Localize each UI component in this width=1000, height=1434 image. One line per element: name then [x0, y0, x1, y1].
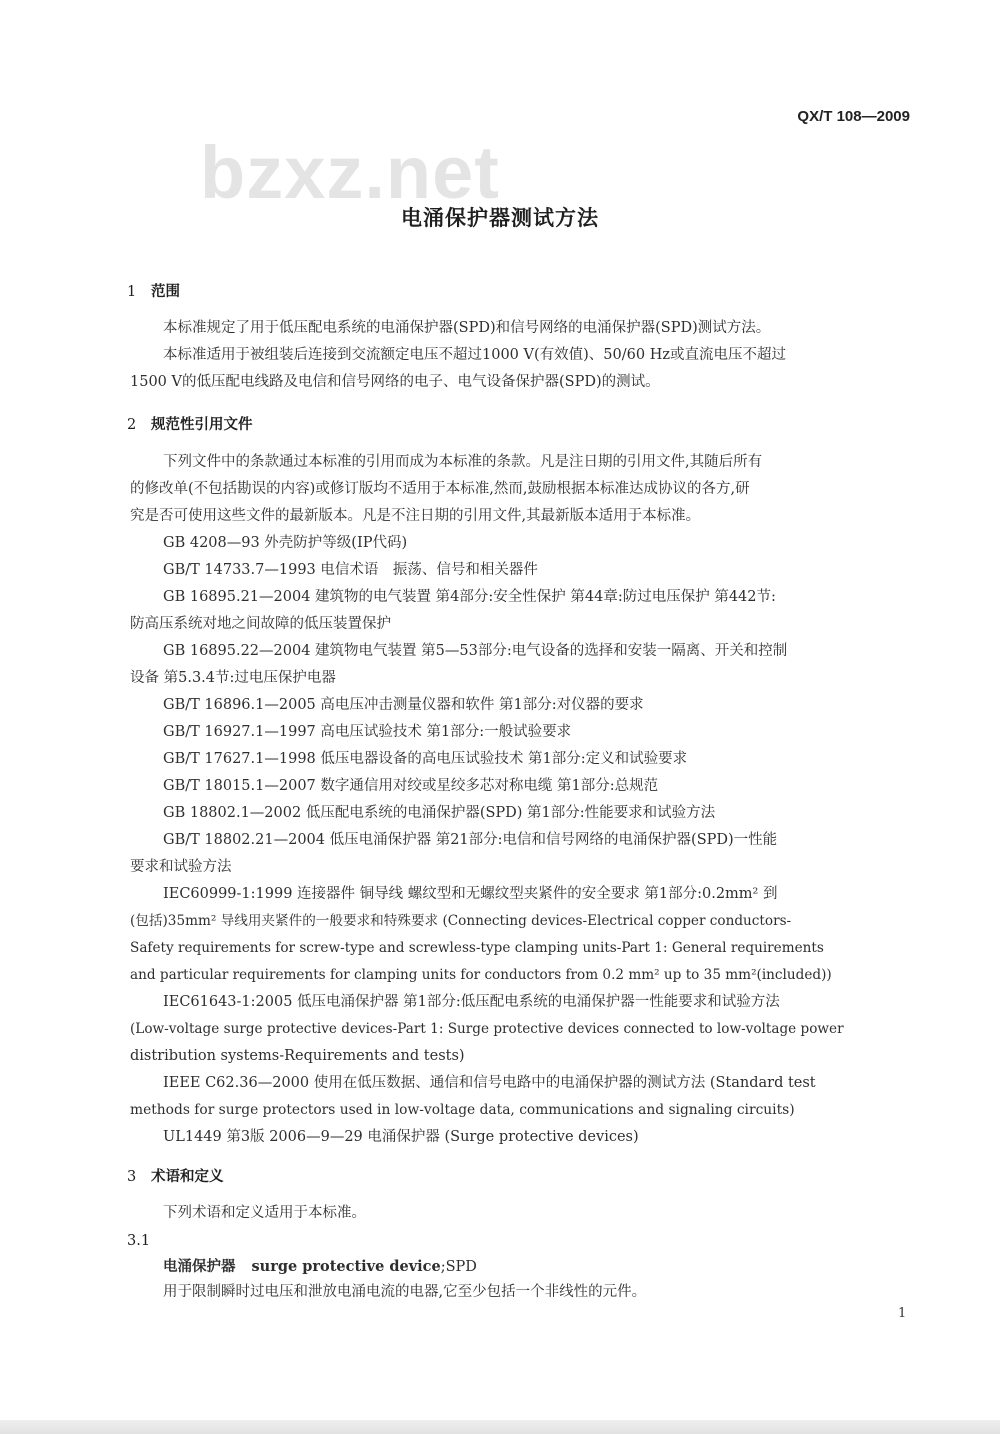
- paragraph-line: 究是否可使用这些文件的最新版本。凡是不注日期的引用文件,其最新版本适用于本标准。: [130, 508, 701, 524]
- reference-item: IEC61643-1:2005 低压电涌保护器 第1部分:低压配电系统的电涌保护器一性能要求和试验方法: [163, 994, 780, 1010]
- reference-item: GB/T 17627.1—1998 低压电器设备的高电压试验技术 第1部分:定义和试验要求: [163, 751, 688, 767]
- paragraph-line: 本标准适用于被组装后连接到交流额定电压不超过1000 V(有效值)、50/60 Hz或直流电压不超过: [163, 347, 786, 363]
- page-number: 1: [898, 1306, 907, 1321]
- reference-item-continued: and particular requirements for clamping units for conductors from 0.2 mm² up to 35 mm²(included)): [130, 967, 832, 983]
- section-number: 2: [127, 417, 137, 433]
- section-title: 术语和定义: [151, 1169, 224, 1185]
- section-1-heading: [127, 282, 180, 302]
- reference-item: GB/T 18015.1—2007 数字通信用对绞或星绞多芯对称电缆 第1部分:总规范: [163, 778, 659, 794]
- reference-item-continued: (包括)35mm² 导线用夹紧件的一般要求和特殊要求 (Connecting devices-Electrical copper conductors-: [130, 913, 792, 929]
- subsection-number: 3.1: [127, 1233, 151, 1249]
- term-chinese: 电涌保护器: [163, 1259, 236, 1275]
- section-title: 规范性引用文件: [151, 417, 253, 433]
- reference-item: GB 16895.21—2004 建筑物的电气装置 第4部分:安全性保护 第44章:防过电压保护 第442节:: [163, 589, 776, 605]
- reference-item-continued: (Low-voltage surge protective devices-Part 1: Surge protective devices connected to low-voltage power: [130, 1021, 844, 1037]
- term-abbreviation: ;SPD: [440, 1259, 477, 1275]
- term-english: surge protective device: [251, 1258, 441, 1275]
- reference-item: GB/T 14733.7—1993 电信术语 振荡、信号和相关器件: [163, 562, 538, 578]
- reference-item: GB 18802.1—2002 低压配电系统的电涌保护器(SPD) 第1部分:性能要求和试验方法: [163, 805, 716, 821]
- paragraph-line: 下列术语和定义适用于本标准。: [163, 1205, 366, 1221]
- section-title: 范围: [151, 284, 180, 300]
- document-title: 电涌保护器测试方法: [401, 206, 599, 230]
- reference-item-continued: distribution systems-Requirements and tests): [130, 1048, 465, 1064]
- reference-item-continued: Safety requirements for screw-type and screwless-type clamping units-Part 1: General requirements: [130, 940, 824, 956]
- reference-item: GB/T 18802.21—2004 低压电涌保护器 第21部分:电信和信号网络的电涌保护器(SPD)一性能: [163, 832, 778, 848]
- paragraph-line: 下列文件中的条款通过本标准的引用而成为本标准的条款。凡是注日期的引用文件,其随后所有: [163, 454, 763, 470]
- reference-item-continued: 设备 第5.3.4节:过电压保护电器: [130, 670, 336, 686]
- term-definition: 用于限制瞬时过电压和泄放电涌电流的电器,它至少包括一个非线性的元件。: [163, 1284, 647, 1300]
- reference-item-continued: methods for surge protectors used in low-voltage data, communications and signaling circuits): [130, 1102, 795, 1118]
- section-3-heading: [127, 1167, 224, 1187]
- reference-item: GB/T 16927.1—1997 高电压试验技术 第1部分:一般试验要求: [163, 724, 572, 740]
- term-line: [163, 1257, 477, 1277]
- section-number: 3: [127, 1169, 137, 1185]
- watermark-text: bzxz.net: [200, 131, 500, 214]
- paragraph-line: 本标准规定了用于低压配电系统的电涌保护器(SPD)和信号网络的电涌保护器(SPD)测试方法。: [163, 320, 771, 336]
- reference-item: UL1449 第3版 2006—9—29 电涌保护器 (Surge protective devices): [163, 1129, 639, 1145]
- reference-item: GB 16895.22—2004 建筑物电气装置 第5—53部分:电气设备的选择和安装一隔离、开关和控制: [163, 643, 788, 659]
- reference-item-continued: 防高压系统对地之间故障的低压装置保护: [130, 616, 391, 632]
- page-bottom-edge: [0, 1420, 1000, 1434]
- reference-item: IEC60999-1:1999 连接器件 铜导线 螺纹型和无螺纹型夹紧件的安全要求 第1部分:0.2mm² 到: [163, 886, 778, 902]
- reference-item: GB 4208—93 外壳防护等级(IP代码): [163, 535, 408, 551]
- paragraph-line: 的修改单(不包括勘误的内容)或修订版均不适用于本标准,然而,鼓励根据本标准达成协议的各方,研: [130, 481, 750, 497]
- section-2-heading: [127, 415, 253, 435]
- reference-item-continued: 要求和试验方法: [130, 859, 232, 875]
- reference-item: GB/T 16896.1—2005 高电压冲击测量仪器和软件 第1部分:对仪器的要求: [163, 697, 644, 713]
- reference-item: IEEE C62.36—2000 使用在低压数据、通信和信号电路中的电涌保护器的测试方法 (Standard test: [163, 1075, 816, 1091]
- paragraph-line: 1500 V的低压配电线路及电信和信号网络的电子、电气设备保护器(SPD)的测试。: [130, 374, 660, 390]
- section-number: 1: [127, 284, 137, 300]
- standard-code: QX/T 108—2009: [797, 108, 910, 125]
